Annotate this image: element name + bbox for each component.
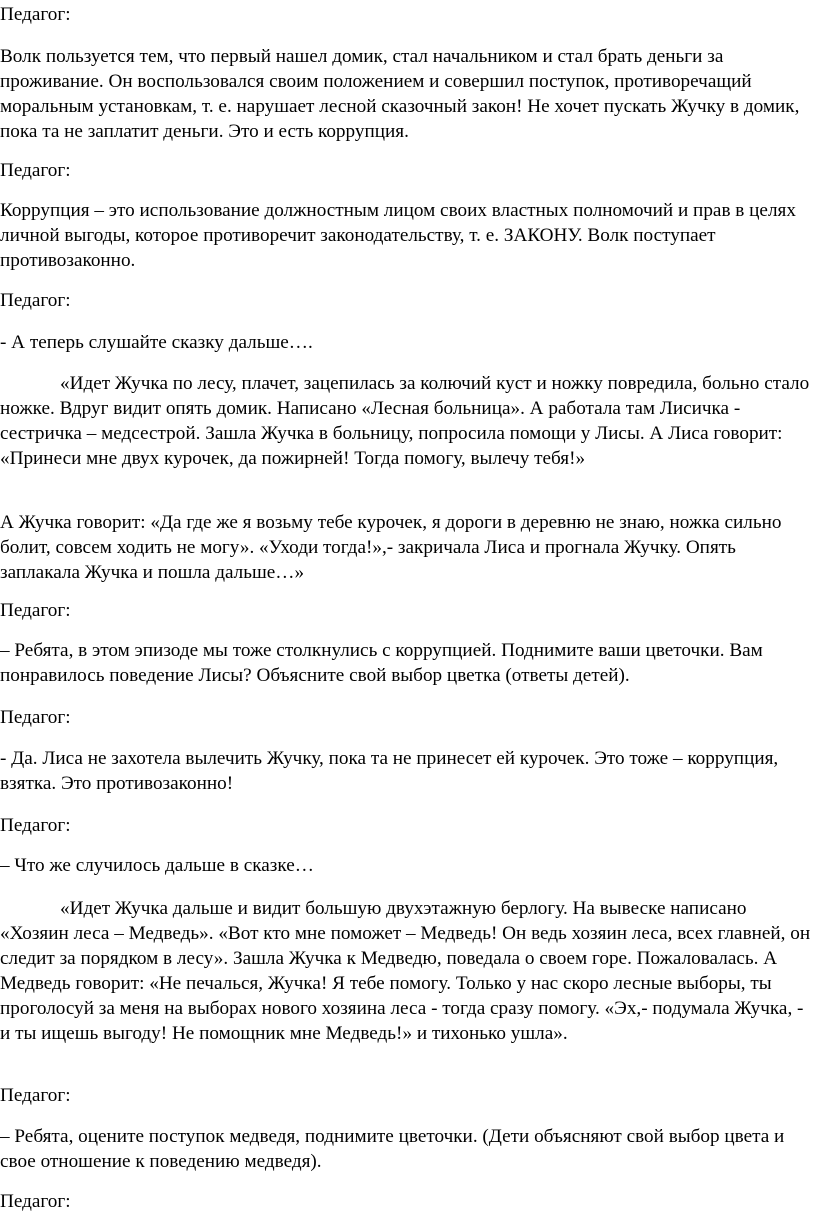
story-block bbox=[0, 510, 812, 585]
speaker-label bbox=[0, 705, 812, 730]
paragraph: Волк пользуется тем, что первый нашел домик, стал начальником и стал брать деньги за проживание. Он воспользовался своим положением и совершил поступок, противоречащий моральным установкам, т. е. нарушает лесной сказочный закон! Не хочет пускать Жучку в домик, пока та не заплатит деньги. Это и есть коррупция. bbox=[0, 46, 800, 142]
speaker-label bbox=[0, 598, 812, 623]
paragraph: Педагог: bbox=[0, 160, 71, 181]
text-block bbox=[0, 198, 812, 273]
text-block bbox=[0, 746, 812, 796]
paragraph: Педагог: bbox=[0, 815, 71, 836]
text-block bbox=[0, 638, 812, 688]
paragraph: - А теперь слушайте сказку дальше…. bbox=[0, 332, 313, 353]
text-block bbox=[0, 853, 812, 878]
paragraph: Коррупция – это использование должностным лицом своих властных полномочий и прав в целях личной выгоды, которое противоречит законодательству, т. е. ЗАКОНУ. Волк поступает противозаконно. bbox=[0, 200, 796, 271]
paragraph: – Ребята, в этом эпизоде мы тоже столкнулись с коррупцией. Поднимите ваши цветочки. Вам понравилось поведение Лисы? Объясните свой выбор цветка (ответы детей). bbox=[0, 640, 763, 686]
paragraph: «Идет Жучка дальше и видит большую двухэтажную берлогу. На вывеске написано «Хозяин леса – Медведь». «Вот кто мне поможет – Медведь! Он ведь хозяин леса, всех главней, он следит за порядком в лесу». Зашла Жучка к Медведю, поведала о своем горе. Пожаловалась. А Медведь говорит: «Не печалься, Жучка! Я тебе помогу. Только у нас скоро лесные выборы, ты проголосуй за меня на выборах нового хозяина леса - тогда сразу помогу. «Эх,- подумала Жучка, - и ты ищешь выгоду! Не помощник мне Медведь!» и тихонько ушла». bbox=[0, 898, 811, 1044]
paragraph: Педагог: bbox=[0, 600, 71, 621]
paragraph: Педагог: bbox=[0, 4, 71, 25]
speaker-label bbox=[0, 288, 812, 313]
story-block bbox=[0, 371, 812, 471]
text-block bbox=[0, 1124, 812, 1174]
paragraph: – Что же случилось дальше в сказке… bbox=[0, 855, 314, 876]
text-block bbox=[0, 330, 812, 355]
speaker-label bbox=[0, 1189, 812, 1214]
paragraph: Педагог: bbox=[0, 1085, 71, 1106]
paragraph: Педагог: bbox=[0, 1191, 71, 1212]
paragraph: «Идет Жучка по лесу, плачет, зацепилась за колючий куст и ножку повредила, больно стало ножке. Вдруг видит опять домик. Написано «Лесная больница». А работала там Лисичка - сестричка – медсестрой. Зашла Жучка в больницу, попросила помощи у Лисы. А Лиса говорит: «Принеси мне двух курочек, да пожирней! Тогда помогу, вылечу тебя!» bbox=[0, 373, 810, 469]
paragraph: Педагог: bbox=[0, 290, 71, 311]
paragraph: Педагог: bbox=[0, 707, 71, 728]
paragraph: А Жучка говорит: «Да где же я возьму тебе курочек, я дороги в деревню не знаю, ножка сильно болит, совсем ходить не могу». «Уходи тогда!»,- закричала Лиса и прогнала Жучку. Опять заплакала Жучка и пошла дальше…» bbox=[0, 512, 782, 583]
speaker-label bbox=[0, 813, 812, 838]
paragraph: – Ребята, оцените поступок медведя, поднимите цветочки. (Дети объясняют свой выбор цвета и свое отношение к поведению медведя). bbox=[0, 1126, 785, 1172]
speaker-label bbox=[0, 158, 812, 183]
speaker-label bbox=[0, 1083, 812, 1108]
text-block bbox=[0, 44, 812, 144]
speaker-label bbox=[0, 2, 812, 27]
paragraph: - Да. Лиса не захотела вылечить Жучку, пока та не принесет ей курочек. Это тоже – коррупция, взятка. Это противозаконно! bbox=[0, 748, 779, 794]
story-block bbox=[0, 896, 812, 1046]
